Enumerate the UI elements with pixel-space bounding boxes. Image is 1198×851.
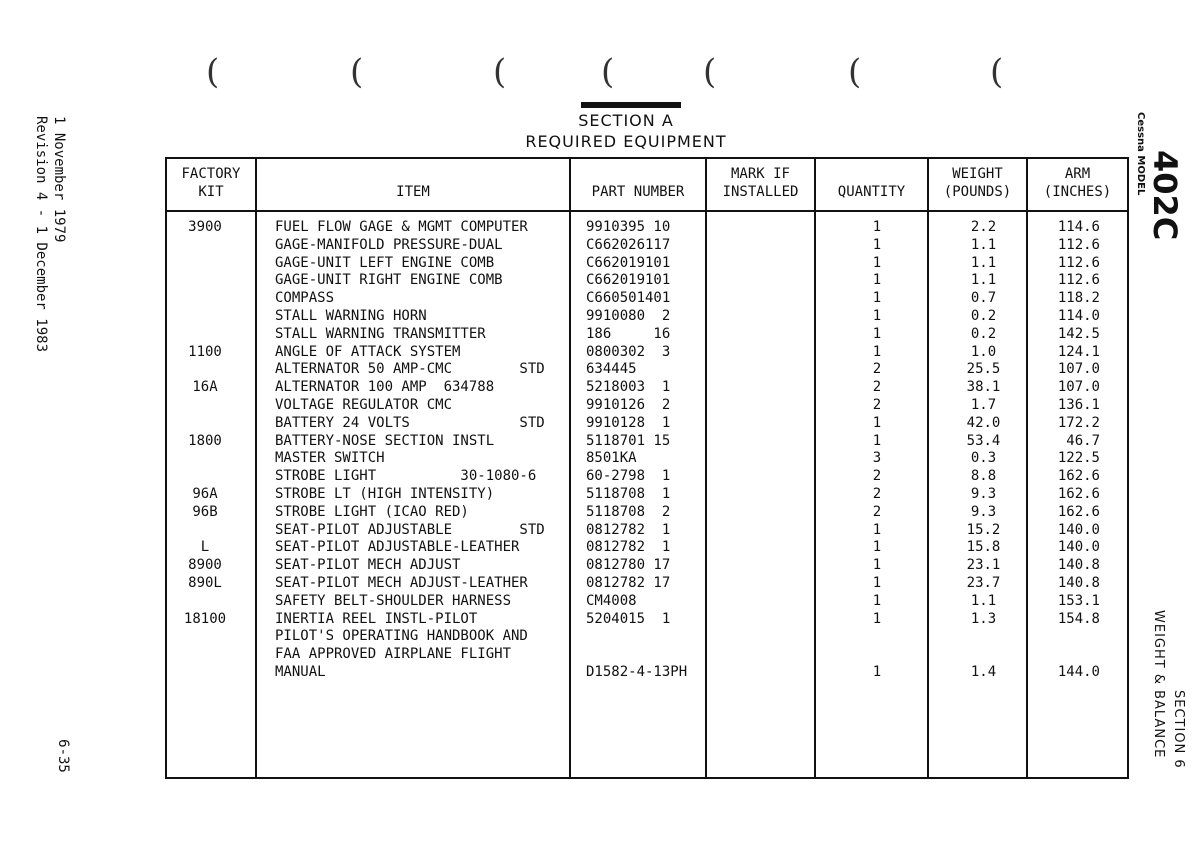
cell-kit: [167, 361, 243, 379]
cell-part: 9910126 2: [586, 396, 671, 413]
cell-part: 5204015 1: [586, 610, 671, 627]
cell-kit: [167, 522, 243, 540]
section-number: SECTION 6: [1171, 690, 1186, 769]
cell-weight: 0.2: [970, 325, 997, 342]
cell-item: ANGLE OF ATTACK SYSTEM: [275, 343, 461, 360]
revision-line: Revision 4 - 1 December 1983: [33, 116, 49, 353]
cell-weight: [929, 628, 1038, 646]
cell-arm: 140.0: [1057, 521, 1100, 538]
cell-arm: 140.8: [1057, 557, 1100, 574]
binder-hole: (: [990, 52, 1004, 92]
cell-kit: 3900: [188, 219, 222, 235]
cell-part: 0812780 17: [586, 557, 671, 574]
section-name: WEIGHT & BALANCE: [1151, 610, 1166, 759]
cell-arm: 114.0: [1057, 307, 1100, 324]
cell-part: C660501401: [586, 290, 671, 307]
column-arm: [1028, 219, 1100, 682]
cell-kit: [167, 326, 243, 344]
cell-weight: 15.2: [966, 521, 1001, 538]
cell-item: SEAT-PILOT ADJUSTABLE STD: [275, 521, 545, 538]
cell-part: 8501KA: [586, 450, 637, 467]
cell-part: 5118701 15: [586, 432, 671, 449]
cell-item: FAA APPROVED AIRPLANE FLIGHT: [275, 646, 512, 663]
header-weight: WEIGHT (POUNDS): [943, 166, 1012, 200]
cell-item: STALL WARNING TRANSMITTER: [275, 325, 486, 342]
cell-arm: 162.6: [1057, 468, 1100, 485]
cell-weight: 1.3: [970, 610, 997, 627]
cell-qty: 1: [872, 307, 882, 324]
cell-qty: 1: [872, 219, 882, 235]
cell-item: SEAT-PILOT ADJUSTABLE-LEATHER: [275, 539, 520, 556]
column-factory-kit: [167, 219, 243, 682]
cell-qty: [816, 628, 938, 646]
cell-part: 9910395 10: [586, 219, 671, 235]
cell-part: 5218003 1: [586, 379, 671, 396]
cell-item: FUEL FLOW GAGE & MGMT COMPUTER: [275, 219, 528, 235]
cell-qty: 1: [872, 521, 882, 538]
cell-weight: 1.7: [970, 396, 997, 413]
cell-item: INERTIA REEL INSTL-PILOT: [275, 610, 478, 627]
cell-weight: 25.5: [966, 361, 1001, 378]
cell-kit: [167, 272, 243, 290]
cell-kit: L: [200, 539, 210, 556]
cell-weight: 1.1: [970, 254, 997, 271]
cell-arm: 162.6: [1057, 503, 1100, 520]
brand-logo: Cessna: [1135, 112, 1146, 152]
cell-weight: 1.1: [970, 272, 997, 289]
cell-part: C662019101: [586, 272, 671, 289]
cell-kit: [167, 397, 243, 415]
binder-hole: (: [493, 52, 507, 92]
model-label: MODEL: [1135, 155, 1146, 196]
cell-qty: 1: [872, 290, 882, 307]
cell-part: 634445: [586, 361, 637, 378]
cell-kit: 16A: [192, 379, 218, 396]
binder-hole: (: [350, 52, 364, 92]
cell-qty: 1: [872, 414, 882, 431]
cell-arm: 107.0: [1057, 379, 1100, 396]
cell-weight: 23.1: [966, 557, 1001, 574]
column-part-number: [586, 219, 704, 682]
cell-weight: 1.4: [970, 663, 997, 680]
cell-qty: 2: [872, 379, 882, 396]
cell-arm: [1028, 628, 1100, 646]
cell-weight: 42.0: [966, 414, 1001, 431]
cell-item: ALTERNATOR 50 AMP-CMC STD: [275, 361, 545, 378]
cell-item: STROBE LIGHT 30-1080-6: [275, 468, 537, 485]
cell-kit: [167, 628, 243, 646]
cell-qty: 2: [872, 361, 882, 378]
cell-item: BATTERY-NOSE SECTION INSTL: [275, 432, 495, 449]
cell-item: MASTER SWITCH: [275, 450, 385, 467]
cell-part: CM4008: [586, 592, 637, 609]
cell-item: SAFETY BELT-SHOULDER HARNESS: [275, 592, 512, 609]
cell-part: C662019101: [586, 254, 671, 271]
cell-kit: 96B: [192, 503, 218, 520]
cell-arm: 140.8: [1057, 574, 1100, 591]
cell-item: GAGE-UNIT LEFT ENGINE COMB: [275, 254, 495, 271]
section-bar: [581, 102, 681, 108]
cell-item: BATTERY 24 VOLTS STD: [275, 414, 545, 431]
cell-qty: 1: [872, 574, 882, 591]
header-quantity: QUANTITY: [837, 184, 906, 200]
model-number: 402C: [1146, 150, 1184, 241]
cell-arm: 118.2: [1057, 290, 1100, 307]
cell-arm: 154.8: [1057, 610, 1100, 627]
cell-kit: [167, 415, 243, 433]
cell-kit: 18100: [183, 610, 227, 627]
cell-part: 9910128 1: [586, 414, 671, 431]
equipment-table: [165, 157, 1129, 779]
section-title: SECTION A: [578, 111, 674, 130]
cell-qty: 1: [872, 610, 882, 627]
cell-arm: 144.0: [1057, 663, 1100, 680]
cell-item: COMPASS: [275, 290, 335, 307]
cell-kit: 1800: [188, 432, 222, 449]
cell-part: D1582-4-13PH: [586, 663, 688, 680]
cell-item: ALTERNATOR 100 AMP 634788: [275, 379, 495, 396]
binder-hole: (: [601, 52, 615, 92]
cell-qty: 1: [872, 557, 882, 574]
cell-item: STROBE LT (HIGH INTENSITY): [275, 485, 495, 502]
cell-weight: 2.2: [970, 219, 997, 235]
cell-arm: 153.1: [1057, 592, 1100, 609]
cell-part: 0812782 17: [586, 574, 671, 591]
cell-arm: 124.1: [1057, 343, 1100, 360]
cell-arm: 112.6: [1057, 272, 1100, 289]
revision-info: [32, 116, 68, 352]
cell-weight: 23.7: [966, 574, 1001, 591]
cell-part: 5118708 1: [586, 485, 671, 502]
cell-item: SEAT-PILOT MECH ADJUST: [275, 557, 461, 574]
cell-weight: 15.8: [966, 539, 1001, 556]
cell-part: 186 16: [586, 325, 671, 342]
cell-kit: [167, 593, 243, 611]
cell-kit: [167, 237, 243, 255]
cell-arm: [1028, 646, 1100, 664]
cell-kit: [167, 664, 243, 682]
cell-arm: 136.1: [1057, 396, 1100, 413]
cell-weight: 1.0: [970, 343, 997, 360]
cell-weight: 0.2: [970, 307, 997, 324]
cell-weight: 0.3: [970, 450, 997, 467]
cell-weight: 1.1: [970, 236, 997, 253]
cell-qty: 1: [872, 539, 882, 556]
brand-model-label: [1135, 112, 1146, 195]
cell-qty: 1: [872, 272, 882, 289]
cell-kit: 8900: [188, 557, 222, 574]
cell-part: [586, 646, 704, 664]
cell-part: 0812782 1: [586, 539, 671, 556]
cell-item: STROBE LIGHT (ICAO RED): [275, 503, 469, 520]
header-item: ITEM: [396, 184, 430, 200]
cell-item: STALL WARNING HORN: [275, 307, 427, 324]
cell-part: 9910080 2: [586, 307, 671, 324]
header-mark-if-installed: MARK IF INSTALLED: [722, 166, 799, 200]
cell-item: SEAT-PILOT MECH ADJUST-LEATHER: [275, 574, 528, 591]
cell-qty: 2: [872, 468, 882, 485]
cell-item: GAGE-UNIT RIGHT ENGINE COMB: [275, 272, 503, 289]
cell-qty: 1: [872, 663, 882, 680]
cell-arm: 162.6: [1057, 485, 1100, 502]
cell-qty: 3: [872, 450, 882, 467]
cell-qty: [816, 646, 938, 664]
cell-arm: 112.6: [1057, 254, 1100, 271]
cell-part: 0812782 1: [586, 521, 671, 538]
header-arm: ARM (INCHES): [1043, 166, 1112, 200]
cell-kit: [167, 255, 243, 273]
cell-arm: 114.6: [1057, 219, 1100, 235]
cell-kit: [167, 308, 243, 326]
cell-part: C662026117: [586, 236, 671, 253]
cell-arm: 142.5: [1057, 325, 1100, 342]
cell-weight: 1.1: [970, 592, 997, 609]
cell-kit: [167, 646, 243, 664]
cell-weight: 9.3: [970, 503, 997, 520]
cell-kit: 890L: [188, 574, 222, 591]
cell-weight: 0.7: [970, 290, 997, 307]
cell-qty: 2: [872, 485, 882, 502]
cell-kit: [167, 468, 243, 486]
cell-arm: 140.0: [1057, 539, 1100, 556]
cell-arm: 122.5: [1057, 450, 1100, 467]
cell-item: VOLTAGE REGULATOR CMC: [275, 396, 453, 413]
column-quantity: [816, 219, 938, 682]
date-line: 1 November 1979: [51, 116, 67, 243]
cell-weight: 38.1: [966, 379, 1001, 396]
cell-weight: 8.8: [970, 468, 997, 485]
binder-hole: (: [703, 52, 717, 92]
section-subtitle: REQUIRED EQUIPMENT: [525, 132, 727, 151]
column-item: [275, 219, 565, 682]
header-factory-kit: FACTORY KIT: [181, 166, 241, 200]
cell-part: [586, 628, 704, 646]
cell-kit: [167, 290, 243, 308]
cell-arm: 107.0: [1057, 361, 1100, 378]
cell-qty: 1: [872, 236, 882, 253]
cell-qty: 2: [872, 503, 882, 520]
binder-hole: (: [848, 52, 862, 92]
cell-item: GAGE-MANIFOLD PRESSURE-DUAL: [275, 236, 503, 253]
cell-weight: 9.3: [970, 485, 997, 502]
cell-qty: 1: [872, 592, 882, 609]
cell-kit: 96A: [192, 485, 218, 502]
cell-qty: 1: [872, 325, 882, 342]
cell-arm: 46.7: [1066, 432, 1100, 449]
cell-qty: 2: [872, 396, 882, 413]
cell-arm: 112.6: [1057, 236, 1100, 253]
cell-item: MANUAL: [275, 663, 326, 680]
cell-kit: [167, 450, 243, 468]
cell-part: 60-2798 1: [586, 468, 671, 485]
cell-qty: 1: [872, 254, 882, 271]
cell-kit: 1100: [188, 343, 222, 360]
cell-qty: 1: [872, 343, 882, 360]
header-part-number: PART NUMBER: [591, 184, 685, 200]
page-number: 6-35: [54, 739, 71, 773]
cell-qty: 1: [872, 432, 882, 449]
cell-item: PILOT'S OPERATING HANDBOOK AND: [275, 628, 528, 645]
column-weight: [929, 219, 1038, 682]
cell-weight: 53.4: [966, 432, 1001, 449]
cell-part: 5118708 2: [586, 503, 671, 520]
binder-hole: (: [206, 52, 220, 92]
cell-arm: 172.2: [1057, 414, 1100, 431]
cell-weight: [929, 646, 1038, 664]
cell-part: 0800302 3: [586, 343, 671, 360]
